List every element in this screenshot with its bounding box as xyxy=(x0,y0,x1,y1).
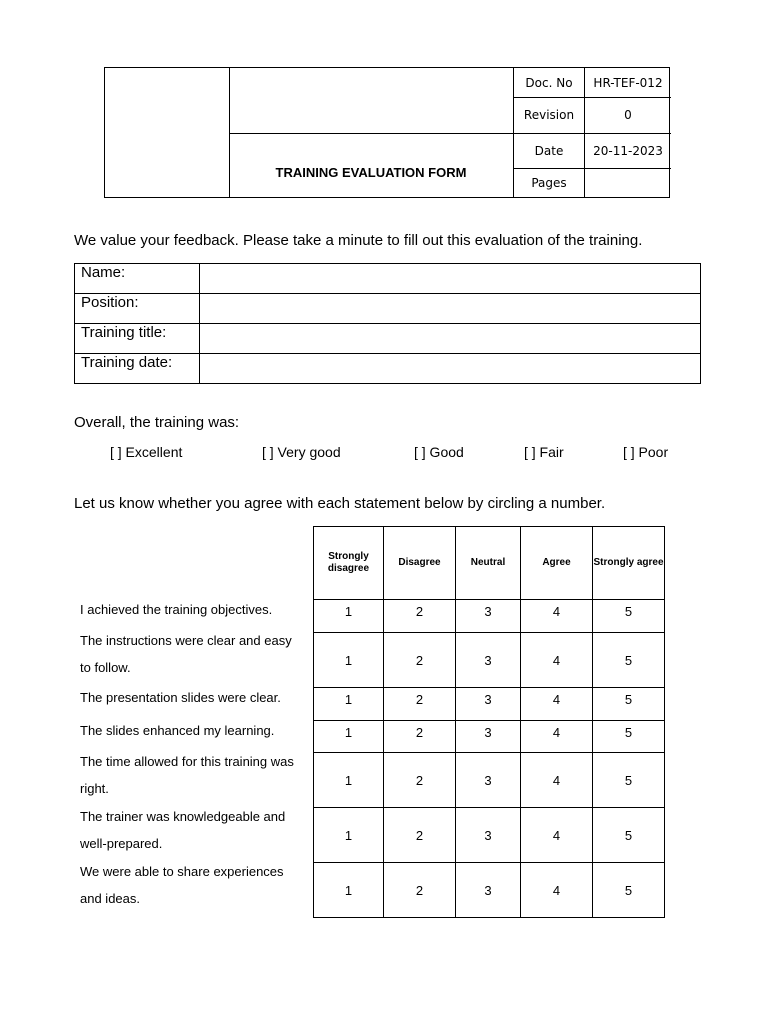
rating-4[interactable]: 4 xyxy=(521,721,593,753)
table-row xyxy=(314,721,665,753)
option-very-good[interactable]: [ ] Very good xyxy=(262,444,341,460)
pages-label: Pages xyxy=(531,175,567,190)
revision-label: Revision xyxy=(523,108,575,122)
rating-2[interactable]: 2 xyxy=(384,600,456,633)
training-title-label: Training title: xyxy=(75,324,200,354)
statement-7: We were able to share experiences and ideas. xyxy=(80,864,284,906)
statement-5: The time allowed for this training was right. xyxy=(80,754,294,796)
statement-4: The slides enhanced my learning. xyxy=(80,723,275,738)
rating-2[interactable]: 2 xyxy=(384,863,456,918)
revision-value: 0 xyxy=(624,108,632,122)
option-excellent[interactable]: [ ] Excellent xyxy=(110,444,183,460)
document-header xyxy=(104,67,670,198)
scale-agree: Agree xyxy=(521,527,593,600)
rating-3[interactable]: 3 xyxy=(456,753,521,808)
intro-text: We value your feedback. Please take a minute to fill out this evaluation of the training. xyxy=(74,232,643,249)
agreement-prompt: Let us know whether you agree with each statement below by circling a number. xyxy=(74,495,606,512)
rating-5[interactable]: 5 xyxy=(593,808,665,863)
name-label: Name: xyxy=(75,264,200,294)
participant-info-table xyxy=(74,263,701,384)
rating-2[interactable]: 2 xyxy=(384,633,456,688)
rating-4[interactable]: 4 xyxy=(521,863,593,918)
rating-5[interactable]: 5 xyxy=(593,753,665,808)
rating-1[interactable]: 1 xyxy=(314,721,384,753)
rating-3[interactable]: 3 xyxy=(456,633,521,688)
rating-4[interactable]: 4 xyxy=(521,600,593,633)
rating-3[interactable]: 3 xyxy=(456,721,521,753)
pages-value[interactable] xyxy=(585,168,671,197)
table-header-row xyxy=(314,527,665,600)
rating-4[interactable]: 4 xyxy=(521,808,593,863)
rating-5[interactable]: 5 xyxy=(593,721,665,753)
table-row xyxy=(75,264,701,294)
rating-5[interactable]: 5 xyxy=(593,600,665,633)
position-label: Position: xyxy=(75,294,200,324)
rating-1[interactable]: 1 xyxy=(314,688,384,721)
rating-1[interactable]: 1 xyxy=(314,863,384,918)
scale-disagree: Disagree xyxy=(384,527,456,600)
header-divider xyxy=(229,133,513,134)
rating-4[interactable]: 4 xyxy=(521,633,593,688)
form-title: TRAINING EVALUATION FORM xyxy=(275,164,467,180)
table-row xyxy=(314,688,665,721)
table-row xyxy=(314,863,665,918)
date-value: 20-11-2023 xyxy=(593,143,663,158)
overall-question: Overall, the training was: xyxy=(74,414,240,431)
table-row xyxy=(75,294,701,324)
position-field[interactable] xyxy=(200,294,701,324)
date-label: Date xyxy=(534,143,564,158)
rating-1[interactable]: 1 xyxy=(314,633,384,688)
table-row xyxy=(75,324,701,354)
rating-table xyxy=(313,526,665,918)
statement-6: The trainer was knowledgeable and well-prepared. xyxy=(80,809,286,851)
rating-5[interactable]: 5 xyxy=(593,863,665,918)
rating-5[interactable]: 5 xyxy=(593,688,665,721)
logo-area xyxy=(105,68,229,197)
rating-1[interactable]: 1 xyxy=(314,753,384,808)
option-good[interactable]: [ ] Good xyxy=(414,444,464,460)
option-fair[interactable]: [ ] Fair xyxy=(524,444,564,460)
doc-no-label: Doc. No xyxy=(525,75,573,90)
rating-2[interactable]: 2 xyxy=(384,688,456,721)
name-field[interactable] xyxy=(200,264,701,294)
statement-3: The presentation slides were clear. xyxy=(80,690,281,705)
rating-3[interactable]: 3 xyxy=(456,808,521,863)
training-date-field[interactable] xyxy=(200,354,701,384)
scale-strongly-agree: Strongly agree xyxy=(593,527,665,600)
scale-strongly-disagree: Strongly disagree xyxy=(314,527,384,600)
training-date-label: Training date: xyxy=(75,354,200,384)
table-row xyxy=(75,354,701,384)
rating-1[interactable]: 1 xyxy=(314,808,384,863)
rating-3[interactable]: 3 xyxy=(456,688,521,721)
doc-no-value: HR-TEF-012 xyxy=(593,75,663,90)
table-row xyxy=(314,600,665,633)
table-row xyxy=(314,753,665,808)
rating-2[interactable]: 2 xyxy=(384,721,456,753)
rating-3[interactable]: 3 xyxy=(456,863,521,918)
rating-1[interactable]: 1 xyxy=(314,600,384,633)
scale-neutral: Neutral xyxy=(456,527,521,600)
training-title-field[interactable] xyxy=(200,324,701,354)
table-row xyxy=(314,808,665,863)
rating-3[interactable]: 3 xyxy=(456,600,521,633)
rating-2[interactable]: 2 xyxy=(384,808,456,863)
option-poor[interactable]: [ ] Poor xyxy=(623,444,669,460)
statement-2: The instructions were clear and easy to follow. xyxy=(80,633,292,675)
rating-4[interactable]: 4 xyxy=(521,753,593,808)
rating-5[interactable]: 5 xyxy=(593,633,665,688)
rating-4[interactable]: 4 xyxy=(521,688,593,721)
table-row xyxy=(314,633,665,688)
rating-2[interactable]: 2 xyxy=(384,753,456,808)
statement-1: I achieved the training objectives. xyxy=(80,602,273,617)
